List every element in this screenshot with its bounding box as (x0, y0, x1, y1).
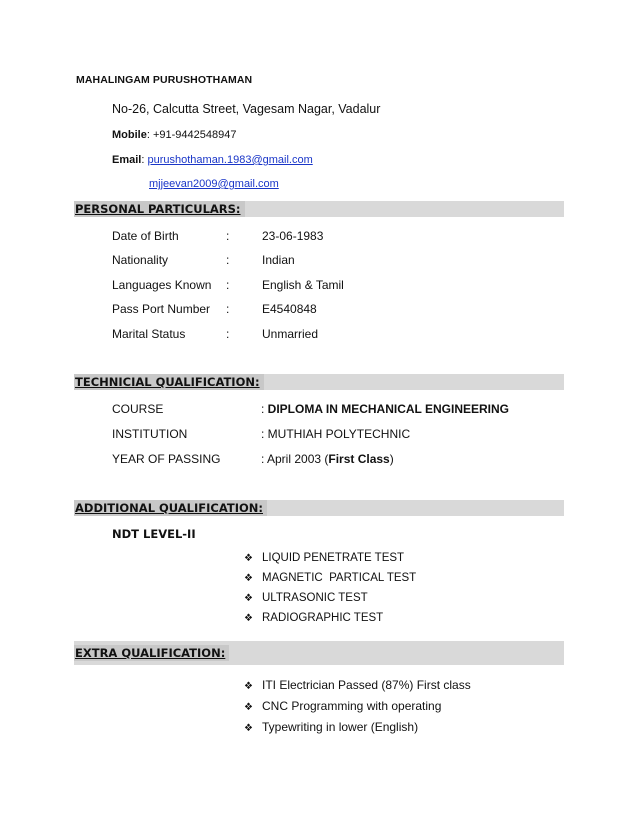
resume-name: MAHALINGAM PURUSHOTHAMAN (76, 74, 253, 86)
mobile-value: : +91-9442548947 (146, 129, 237, 141)
email-line (112, 154, 313, 166)
course-label: COURSE (112, 402, 164, 416)
list-item: ❖ CNC Programming with operating (244, 699, 442, 713)
list-item: ❖ Typewriting in lower (English) (244, 720, 419, 734)
list-item: ❖ ITI Electrician Passed (87%) First class (244, 678, 471, 692)
personal-section-title: PERSONAL PARTICULARS: (74, 201, 245, 217)
passport-sep: : (226, 302, 230, 316)
dob-label: Date of Birth (112, 229, 179, 243)
marital-sep: : (226, 327, 230, 341)
list-item: ❖ ULTRASONIC TEST (244, 592, 368, 604)
diamond-bullet-icon: ❖ (244, 613, 253, 624)
passport-label: Pass Port Number (112, 302, 211, 316)
institution-value: : MUTHIAH POLYTECHNIC (261, 427, 411, 441)
diamond-bullet-icon: ❖ (244, 723, 253, 734)
list-item: ❖ LIQUID PENETRATE TEST (244, 552, 405, 564)
diamond-bullet-icon: ❖ (244, 593, 253, 604)
email-primary-link[interactable]: purushothaman.1983@gmail.com (147, 154, 313, 166)
personal-section-bar (74, 201, 564, 217)
address: No-26, Calcutta Street, Vagesam Nagar, Vadalur (112, 102, 381, 116)
nationality-value: Indian (262, 253, 295, 267)
extra-section-bar (74, 641, 564, 665)
languages-sep: : (226, 278, 230, 292)
additional-section-title: ADDITIONAL QUALIFICATION: (74, 500, 267, 516)
institution-label: INSTITUTION (112, 427, 188, 441)
languages-label: Languages Known (112, 278, 212, 292)
year-line (261, 452, 394, 466)
email-secondary-link[interactable]: mjjeevan2009@gmail.com (149, 178, 279, 190)
nationality-sep: : (226, 253, 230, 267)
ndt-subtitle: NDT LEVEL-II (112, 527, 196, 541)
email-label: Email (112, 154, 142, 166)
year-suffix: ) (389, 452, 394, 466)
mobile-label: Mobile (112, 129, 147, 141)
dob-value: 23-06-1983 (262, 229, 324, 243)
year-prefix: : April 2003 ( (261, 452, 329, 466)
mobile-line (112, 129, 236, 141)
list-item: ❖ MAGNETIC PARTICAL TEST (244, 572, 417, 584)
year-label: YEAR OF PASSING (112, 452, 221, 466)
nationality-label: Nationality (112, 253, 169, 267)
extra-section-title: EXTRA QUALIFICATION: (74, 645, 229, 661)
technical-section-bar (74, 374, 564, 390)
marital-label: Marital Status (112, 327, 186, 341)
diamond-bullet-icon: ❖ (244, 681, 253, 692)
technical-section-title: TECHNICIAL QUALIFICATION: (74, 374, 264, 390)
dob-sep: : (226, 229, 230, 243)
course-value: DIPLOMA IN MECHANICAL ENGINEERING (267, 402, 510, 416)
passport-value: E4540848 (262, 302, 317, 316)
course-line (261, 402, 509, 416)
email-separator: : (141, 154, 148, 166)
course-sep: : (261, 402, 268, 416)
diamond-bullet-icon: ❖ (244, 573, 253, 584)
year-class: First Class (328, 452, 390, 466)
diamond-bullet-icon: ❖ (244, 702, 253, 713)
email-secondary-line (149, 178, 279, 190)
marital-value: Unmarried (262, 327, 319, 341)
additional-section-bar (74, 500, 564, 516)
languages-value: English & Tamil (262, 278, 344, 292)
diamond-bullet-icon: ❖ (244, 553, 253, 564)
list-item: ❖ RADIOGRAPHIC TEST (244, 612, 384, 624)
